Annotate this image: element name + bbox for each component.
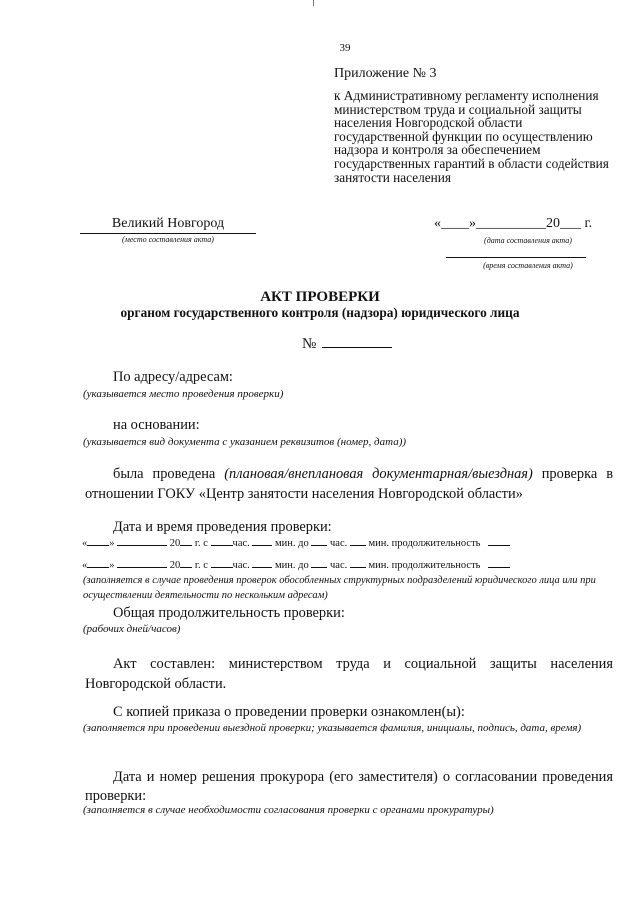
inspection-paragraph [85, 464, 613, 504]
act-number [302, 335, 392, 353]
prosecutor-hint: (заполняется в случае необходимости согласования проверки с органами прокуратуры) [83, 804, 494, 816]
date-caption: (дата составления акта) [484, 236, 572, 245]
datetime-hint: (заполняется в случае проведения проверок обособленных структурных подразделений юридического лица или при осуществлении деятельности по нескольким адресам) [83, 575, 596, 601]
date-field: «____»__________20___ г. [434, 216, 593, 231]
datetime-label: Дата и время проведения проверки: [113, 519, 332, 535]
act-subtitle: органом государственного контроля (надзора) юридического лица [120, 305, 520, 320]
basis-hint: (указывается вид документа с указанием реквизитов (номер, дата)) [83, 436, 407, 448]
number-blank [322, 335, 392, 348]
datetime-row-1: « » 20 г. с час. мин. до час. мин. продолжительность [82, 536, 614, 549]
appendix-title: Приложение № 3 [334, 66, 437, 81]
act-title: АКТ ПРОВЕРКИ [260, 289, 380, 305]
place-caption: (место составления акта) [122, 235, 214, 244]
time-caption: (время составления акта) [483, 261, 573, 270]
prosecutor-paragraph: Дата и номер решения прокурора (его заместителя) о согласовании проведения проверки: [85, 769, 613, 804]
scan-mark [313, 0, 314, 6]
address-hint: (указывается место проведения проверки) [83, 388, 284, 400]
place-block [80, 216, 256, 244]
inspection-lead: была проведена [113, 466, 225, 482]
compiled-paragraph: Акт составлен: министерством труда и социальной защиты населения Новгородской области. [85, 656, 613, 692]
time-field-line [446, 257, 586, 258]
inspection-type: (плановая/внеплановая документарная/выездная) [224, 466, 533, 482]
place-value: Великий Новгород [80, 216, 256, 234]
duration-label: Общая продолжительность проверки: [113, 605, 345, 621]
address-label: По адресу/адресам: [113, 369, 233, 385]
inspection-tail: проверка в отношении ГОКУ «Центр занятости населения Новгородской области» [85, 466, 614, 502]
datetime-row-2: « » 20 г. с час. мин. до час. мин. продолжительность [82, 558, 614, 571]
order-copy-hint: (заполняется при проведении выездной проверки; указывается фамилия, инициалы, подпись, дата, время) [83, 722, 582, 734]
appendix-text: к Административному регламенту исполнения министерством труда и социальной защиты населения Новгородской области государственной функции по осуществлению надзора и контроля за обеспечением государственных гарантий в области содействия занятости населения [334, 88, 609, 185]
number-label: № [302, 336, 317, 352]
page-number: 39 [339, 42, 351, 54]
order-copy-label: С копией приказа о проведении проверки ознакомлен(ы): [113, 704, 465, 720]
basis-label: на основании: [113, 417, 200, 433]
duration-hint: (рабочих дней/часов) [83, 623, 181, 635]
